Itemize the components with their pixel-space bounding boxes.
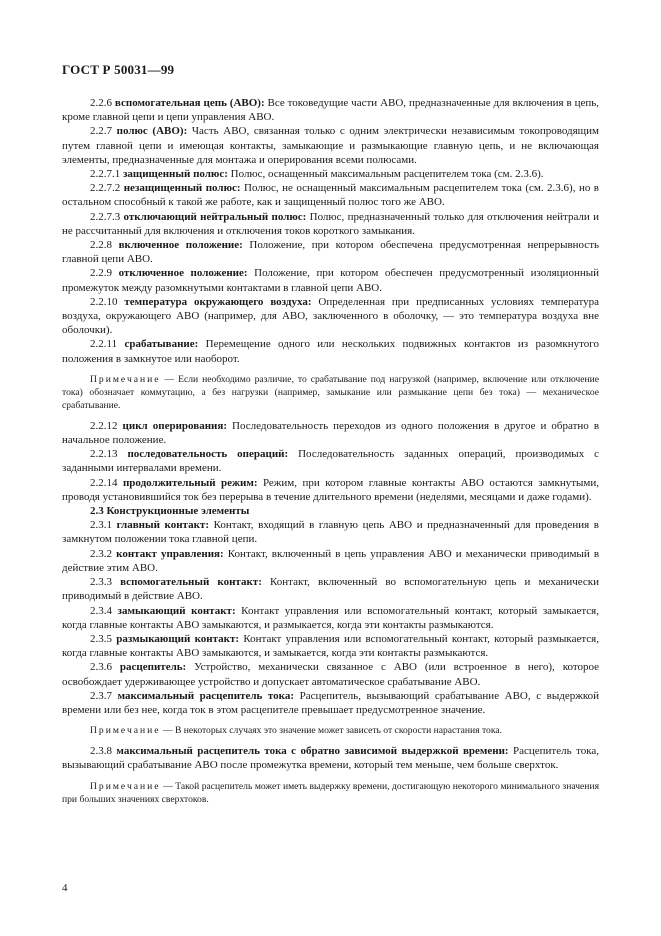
document-header: ГОСТ Р 50031—99	[62, 62, 175, 77]
note-3: Примечание — Такой расцепитель может иметь выдержку времени, достигающую некоторого минимального значения при больших значениях сверхтоков.	[62, 780, 599, 805]
clause-2-3-4: 2.3.4 замыкающий контакт: Контакт управления или вспомогательный контакт, который замыкается, когда главные контакты АВО замыкаются, и размыкается, когда эти контакты размыкаются.	[62, 604, 599, 631]
clause-2-3-6: 2.3.6 расцепитель: Устройство, механически связанное с АВО (или встроенное в него), которое освобождает удерживающее устройство и допускает автоматическое срабатывание АВО.	[62, 661, 600, 688]
page-number: 4	[62, 882, 68, 894]
clause-2-2-7-3: 2.2.7.3 отключающий нейтральный полюс: Полюс, предназначенный только для отключения нейтрали и не рассчитанный для включения и отключения токов короткого замыкания.	[62, 210, 599, 237]
clause-2-2-9: 2.2.9 отключенное положение: Положение, при котором обеспечен предусмотренный изоляционный промежуток между разомкнутыми контактами в главной цепи АВО.	[62, 267, 599, 294]
clause-2-3-7: 2.3.7 максимальный расцепитель тока: Расцепитель, вызывающий срабатывание АВО, с выдержкой времени или без нее, когда ток в этом расцепителе превышает предусмотренное значение.	[62, 689, 600, 716]
clause-2-2-7-1: 2.2.7.1 защищенный полюс: Полюс, оснащенный максимальным расцепителем тока (см. 2.3.6).	[90, 168, 544, 181]
clause-2-2-14: 2.2.14 продолжительный режим: Режим, при котором главные контакты АВО остаются замкнутыми, проводя установившийся ток без перерыва в течение длительного времени (неделями, месяцами и даже годами).	[62, 476, 599, 503]
paragraph-group-1	[62, 96, 599, 366]
clause-2-2-13: 2.2.13 последовательность операций: Последовательность заданных операций, производимых с заданными интервалами времени.	[62, 448, 600, 475]
clause-2-2-12: 2.2.12 цикл оперирования: Последовательность переходов из одного положения в другое и обратно в начальное положение.	[62, 419, 600, 447]
document-body	[62, 96, 599, 813]
section-heading: 2.3 Конструкционные элементы	[90, 505, 250, 518]
clause-2-3-8: 2.3.8 максимальный расцепитель тока с обратно зависимой выдержкой времени: Расцепитель тока, вызывающий срабатывание АВО после промежутка времени, который тем меньше, чем больше сверхток.	[62, 745, 600, 772]
clause-2-2-8: 2.2.8 включенное положение: Положение, при котором обеспечена предусмотренная непрерывность главной цепи АВО.	[62, 239, 600, 266]
clause-2-3-5: 2.3.5 размыкающий контакт: Контакт управления или вспомогательный контакт, который размыкается, когда главные контакты АВО замыкаются, и замыкается, когда эти контакты размыкаются.	[62, 632, 599, 660]
paragraph-group-4	[62, 744, 599, 772]
clause-2-2-7: 2.2.7 полюс (АВО): Часть АВО, связанная только с одним электрически независимым токопроводящим путем главной цепи и имеющая контакты, замыкающие и размыкающие главную цепь, и не включающая элементы, предназначенные для монтажа и оперирования всеми полюсами.	[62, 125, 599, 166]
clause-2-3-2: 2.3.2 контакт управления: Контакт, включенный в цепь управления АВО и механически приводимый в действие этим АВО.	[62, 547, 600, 574]
clause-2-2-10: 2.2.10 температура окружающего воздуха: Определенная при предписанных условиях температура воздуха, окружающего АВО (например, для АВО, заключенного в оболочку, — это температура воздуха вне оболочки).	[62, 295, 599, 337]
paragraph-group-2	[62, 419, 599, 504]
clause-2-3-1: 2.3.1 главный контакт: Контакт, входящий в главную цепь АВО и предназначенный для проведения в замкнутом положении тока главной цепи.	[62, 519, 600, 546]
clause-2-2-7-2: 2.2.7.2 незащищенный полюс: Полюс, не оснащенный максимальным расцепителем тока (см. 2.3.6), но в остальном способный к такой же работе, как и защищенный полюс того же АВО.	[62, 182, 599, 209]
clause-2-2-11: 2.2.11 срабатывание: Перемещение одного или нескольких подвижных контактов из разомкнутого положения в замкнутое или наоборот.	[62, 338, 600, 365]
clause-2-3-3: 2.3.3 вспомогательный контакт: Контакт, включенный во вспомогательную цепь и механически приводимый в действие АВО.	[62, 576, 600, 603]
clause-2-2-6: 2.2.6 вспомогательная цепь (АВО): Все токоведущие части АВО, предназначенные для включения в цепь, кроме главной цепи и цепи управления АВО.	[62, 97, 599, 124]
note-2: Примечание — В некоторых случаях это значение может зависеть от скорости нарастания тока.	[90, 725, 502, 737]
note-1: Примечание — Если необходимо различие, то срабатывание под нагрузкой (например, включение или отключение тока) обозначает коммутацию, а без нагрузки (например, замыкание или размыкание цепи без тока) — механическое срабатывание.	[62, 373, 599, 411]
paragraph-group-3	[62, 518, 599, 717]
